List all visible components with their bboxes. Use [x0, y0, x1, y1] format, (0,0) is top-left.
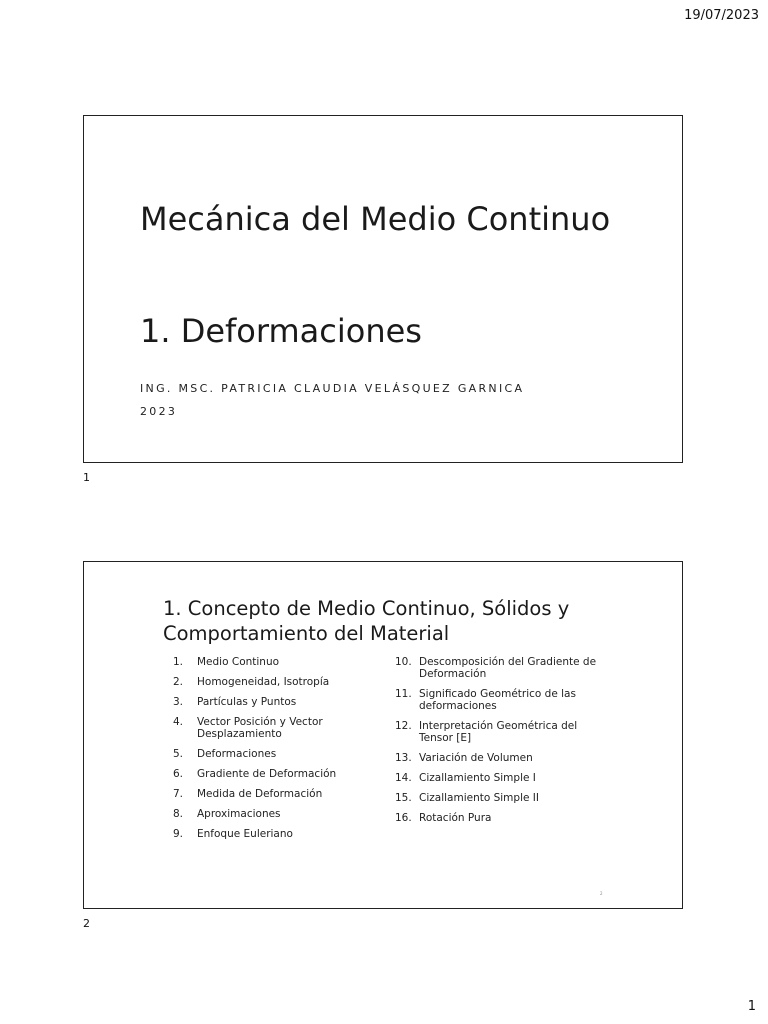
toc-item [395, 689, 605, 712]
toc-item-number: 1. [173, 656, 184, 668]
toc-item [173, 749, 373, 761]
toc-item [173, 789, 373, 801]
toc-item [173, 809, 373, 821]
toc-item-text: Vector Posición y Vector Desplazamiento [197, 716, 323, 740]
toc-item-text: Aproximaciones [197, 807, 281, 820]
toc-item [173, 717, 373, 740]
toc-item-text: Rotación Pura [419, 812, 492, 824]
toc-item [173, 829, 373, 841]
toc-item [395, 773, 605, 785]
page-number: 1 [747, 999, 756, 1014]
toc-item-number: 15. [395, 792, 412, 804]
toc-item-number: 10. [395, 656, 412, 668]
toc-item-number: 6. [173, 767, 184, 780]
toc-item-number: 3. [173, 696, 184, 708]
toc-right-column [395, 657, 605, 825]
slide-2-title: 1. Concepto de Medio Continuo, Sólidos y Comportamiento del Material [163, 597, 570, 645]
toc-item-number: 5. [173, 747, 184, 760]
toc-item-text: Deformaciones [197, 747, 277, 760]
toc-item-number: 16. [395, 812, 412, 824]
toc-item-text: Gradiente de Deformación [197, 767, 337, 780]
slide-label-1: 1 [83, 471, 90, 484]
toc-item-number: 7. [173, 787, 184, 800]
toc-item-number: 11. [395, 688, 412, 700]
toc-item [395, 813, 605, 825]
slide-label-2: 2 [83, 917, 90, 930]
toc-item [173, 769, 373, 781]
slide-2-inner-number: 2 [600, 891, 603, 896]
toc-item-text: Variación de Volumen [419, 752, 533, 764]
toc-item [173, 697, 373, 709]
toc-item-text: Medida de Deformación [197, 787, 323, 800]
toc-item [395, 793, 605, 805]
toc-item-text: Partículas y Puntos [197, 696, 297, 708]
toc-item-text: Enfoque Euleriano [197, 827, 293, 840]
toc-item-number: 12. [395, 720, 412, 732]
toc-item-text: Homogeneidad, Isotropía [197, 676, 330, 688]
toc-left-column [173, 657, 373, 840]
toc-item-number: 8. [173, 807, 184, 820]
slide-1 [83, 115, 683, 463]
toc-item-text: Cizallamiento Simple II [419, 792, 539, 804]
toc-item-number: 13. [395, 752, 412, 764]
toc-item-number: 14. [395, 772, 412, 784]
toc-item [395, 721, 605, 744]
toc-item-text: Cizallamiento Simple I [419, 772, 536, 784]
slide-1-year: 2023 [140, 405, 178, 418]
toc-item-text: Descomposición del Gradiente de Deformación [419, 656, 597, 680]
slide-1-subtitle: 1. Deformaciones [140, 312, 422, 350]
toc-item [395, 657, 605, 680]
toc-item [395, 753, 605, 765]
toc-item-number: 2. [173, 676, 184, 688]
toc-item-number: 9. [173, 827, 184, 840]
slide-1-title: Mecánica del Medio Continuo [140, 200, 611, 238]
toc-item [173, 677, 373, 689]
print-date: 19/07/2023 [684, 8, 759, 23]
toc-item-text: Interpretación Geométrica del Tensor [E] [419, 720, 578, 744]
slide-1-author: ING. MSC. PATRICIA CLAUDIA VELÁSQUEZ GARNICA [140, 382, 525, 395]
toc-item-text: Significado Geométrico de las deformaciones [419, 688, 576, 712]
slide-2 [83, 561, 683, 909]
toc-item-number: 4. [173, 716, 184, 728]
toc-item [173, 657, 373, 669]
toc-item-text: Medio Continuo [197, 656, 280, 668]
